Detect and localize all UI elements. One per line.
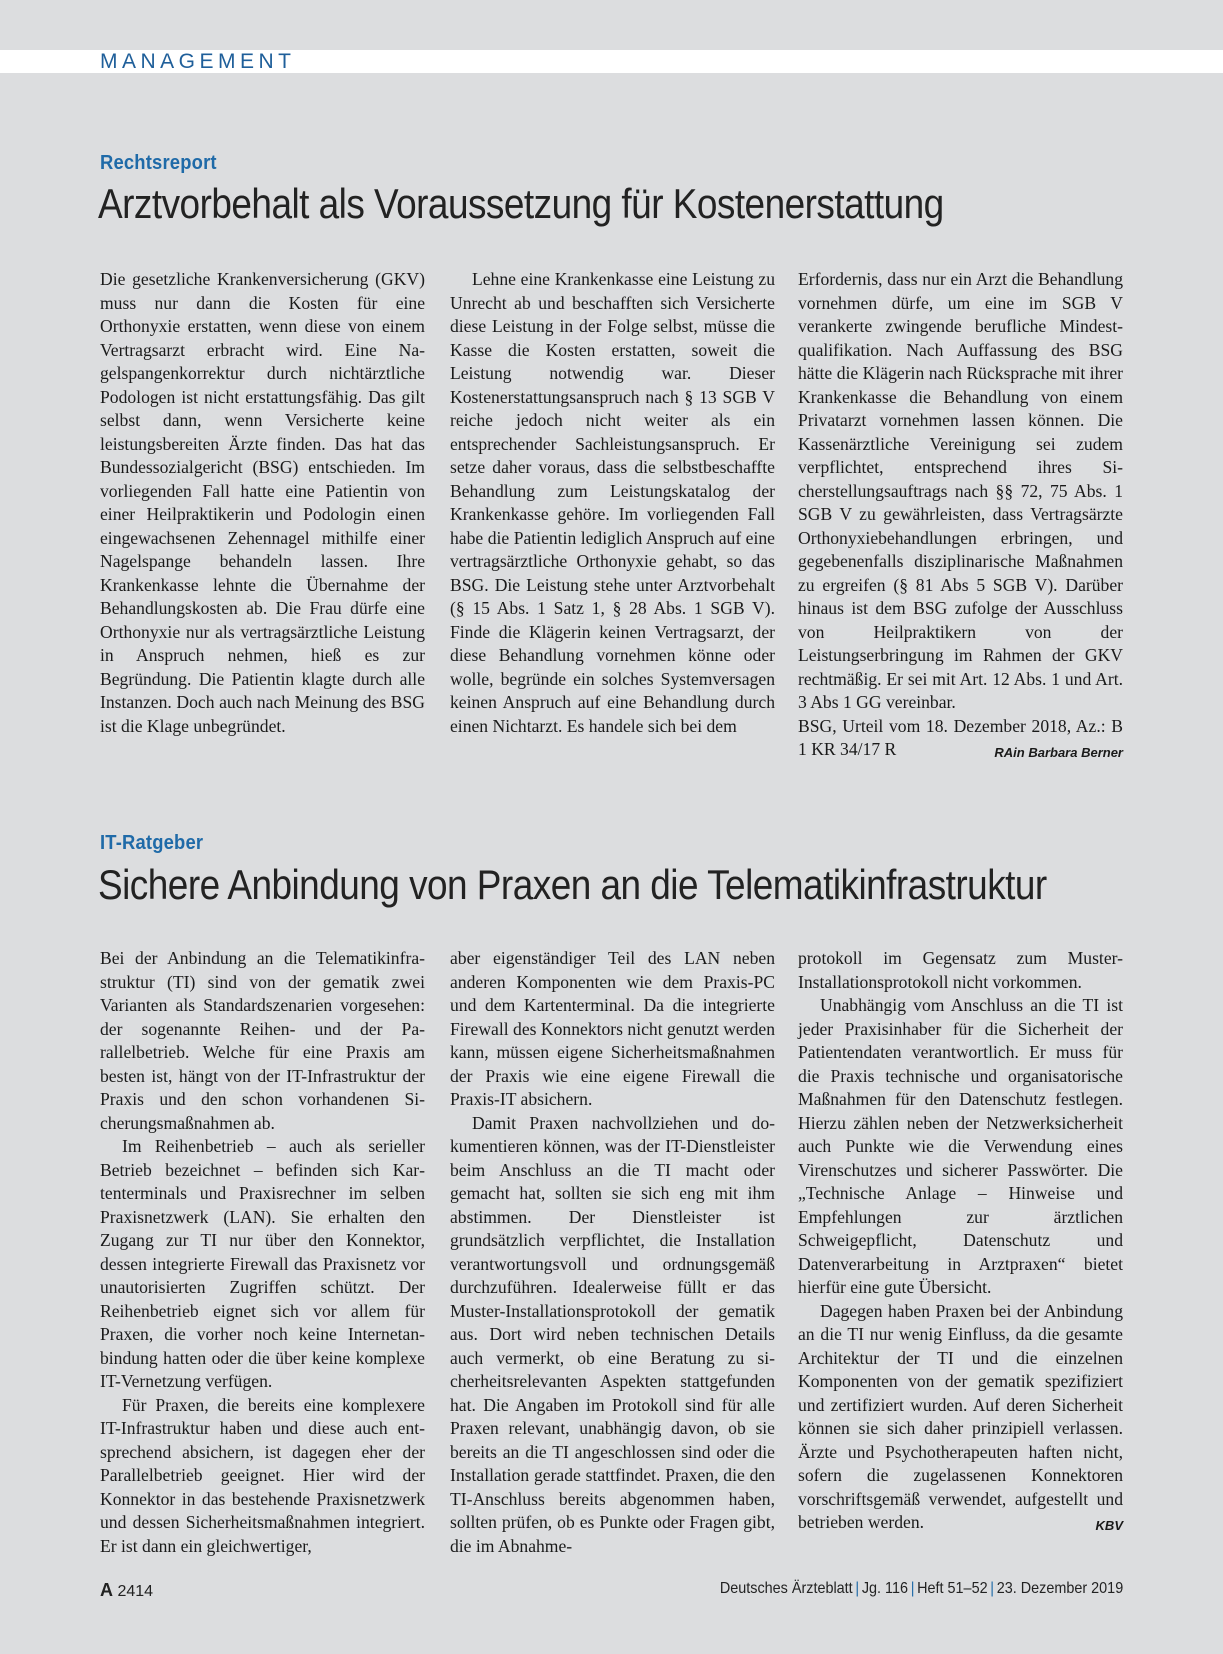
article1-author: RAin Barbara Berner — [994, 745, 1123, 760]
article2-paragraph: Im Reihenbetrieb – auch als serieller Betrieb bezeichnet – befinden sich Kartenterminals und Praxisrechner im selben Praxisnetzwerk (LAN). Sie erhalten den Zugang zur TI nur über den Konnektor, dessen integrierte Firewall das Praxisnetz vor unautorisierten Zugriffen schützt. Der Reihenbetrieb eignet sich vor allem für Praxen, die vorher noch keine Internetanbindung hatten oder die über keine komplexe IT-Vernetzung verfügen. — [100, 1136, 425, 1391]
article2-paragraph: Damit Praxen nachvollziehen und dokumentieren können, was der IT-Dienstleister beim Anschluss an die TI macht oder gemacht hat, sollten sie sich eng mit ihm abstimmen. Der Dienstleister ist grundsätzlich verpflichtet, die Installation verantwortungsvoll und ordnungsgemäß durchzuführen. Idealerweise füllt er das Muster-Installationsprotokoll der gematik aus. Dort wird neben technischen Details auch vermerkt, ob eine Beratung zu sicherheitsrelevanten Aspekten stattgefunden hat. Die Angaben im Protokoll sind für alle Praxen relevant, unabhängig davon, ob sie bereits an die TI angeschlossen sind oder die Installation gerade stattfindet. Praxen, die den TI-Anschluss bereits abgenommen haben, sollten prüfen, ob es Punkte oder Fragen gibt, die im Abnahme- — [450, 1112, 775, 1556]
article2-paragraph: Bei der Anbindung an die Telematikinfrastruktur (TI) sind von der gematik zwei Varianten als Standardszenarien vorgesehen: der sogenannte Reihen- und der Parallelbetrieb. Welche für eine Praxis am besten ist, hängt von der IT-Infrastruktur der Praxis und den schon vorhandenen Sicherungsmaßnahmen ab. — [100, 948, 425, 1133]
article1-column-3 — [798, 268, 1123, 765]
article1-title: Arztvorbehalt als Voraussetzung für Kostenerstattung — [98, 180, 944, 227]
top-band — [0, 0, 1223, 50]
journal-info — [720, 1580, 1123, 1598]
article2-author: KBV — [1095, 1518, 1123, 1533]
journal-volume: Jg. 116 — [861, 1580, 908, 1597]
separator: | — [910, 1580, 915, 1597]
article2-title: Sichere Anbindung von Praxen an die Telematikinfrastruktur — [98, 861, 1047, 908]
folio-letter: A — [100, 1580, 113, 1600]
article2-paragraph: protokoll im Gegensatz zum Muster-Installationsprotokoll nicht vorkommen. — [798, 948, 1123, 992]
article1-citation — [798, 715, 1123, 762]
article1-column-2 — [450, 268, 775, 738]
article2-column-1 — [100, 947, 425, 1558]
article2-paragraph-text: Dagegen haben Praxen bei der Anbindung an die TI nur wenig Einfluss, da die gesamte Architektur der TI und die einzelnen Komponenten von der gematik spezifiziert und zertifiziert wurden. Auf deren Sicherheit können sie sich daher prinzipiell verlassen. Ärzte und Psychotherapeuten haften nicht, sofern die zugelassenen Konnektoren vorschriftsgemäß verwendet, aufgestellt und betrieben werden. — [798, 1300, 1123, 1532]
folio-number: 2414 — [117, 1583, 154, 1600]
article1-paragraph: Erfordernis, dass nur ein Arzt die Behandlung vornehmen dürfe, um eine im SGB V verankerte zwingende berufliche Mindestqualifikation. Nach Auffassung des BSG hätte die Klägerin nach Rücksprache mit ihrer Krankenkasse die Behandlung von einem Privatarzt vornehmen lassen können. Die Kassenärztliche Vereinigung sei zudem verpflichtet, entsprechend ihres Sicherstellungsauftrags nach §§ 72, 75 Abs. 1 SGB V zu gewährleisten, dass Vertragsärzte Orthonyxiebehandlungen erbringen, und gegebenenfalls disziplinarische Maßnahmen zu ergreifen (§ 81 Abs 5 SGB V). Darüber hinaus ist dem BSG zufolge der Ausschluss von Heilpraktikern von der Leistungserbringung im Rahmen der GKV rechtmäßig. Er sei mit Art. 12 Abs. 1 und Art. 3 Abs 1 GG vereinbar. — [798, 269, 1123, 712]
article1-paragraph: Die gesetzliche Krankenversicherung (GKV) muss nur dann die Kosten für eine Orthonyxie erstatten, wenn diese von einem Vertragsarzt erbracht wird. Eine Nagelspangenkorrektur durch nichtärztliche Podologen ist nicht erstattungsfähig. Das gilt selbst dann, wenn Versicherte keine leistungsbereiten Ärzte finden. Das hat das Bundessozialgericht (BSG) entschieden. Im vorliegenden Fall hatte eine Patientin von einer Heilpraktikerin und Podologin einen eingewachsenen Zehennagel mithilfe einer Nagelspange behandeln lassen. Ihre Krankenkasse lehnte die Übernahme der Behandlungskosten ab. Die Frau dürfe eine Orthonyxie nur als vertragsärztliche Leistung in Anspruch nehmen, hieß es zur Begründung. Die Patientin klagte durch alle Instanzen. Doch auch nach Meinung des BSG ist die Klage unbegründet. — [100, 269, 425, 736]
article2-column-3 — [798, 947, 1123, 1538]
article2-kicker: IT-Ratgeber — [100, 832, 204, 854]
journal-date: 23. Dezember 2019 — [996, 1580, 1123, 1597]
journal-issue: Heft 51–52 — [916, 1580, 988, 1597]
article1-column-1 — [100, 268, 425, 738]
citation-text: BSG, Urteil vom 18. Dezember 2018, Az.: B 1 KR 34/17 R — [798, 715, 1123, 759]
journal-name: Deutsches Ärzteblatt — [719, 1580, 853, 1597]
article2-paragraph: Unabhängig vom Anschluss an die TI ist jeder Praxisinhaber für die Sicherheit der Patientendaten verantwortlich. Er muss für die Praxis technische und organisatorische Maßnahmen für den Datenschutz festlegen. Hierzu zählen neben der Netzwerksicherheit auch Punkte wie die Verwendung eines Virenschutzes und sicherer Passwörter. Die „Technische Anlage – Hinweise und Empfehlungen zur ärztlichen Schweigepflicht, Datenschutz und Datenverarbeitung in Arztpraxen“ bietet hierfür eine gute Übersicht. — [798, 995, 1123, 1297]
page-folio — [100, 1580, 153, 1601]
separator: | — [855, 1580, 859, 1597]
article1-kicker: Rechtsreport — [100, 152, 217, 174]
separator: | — [990, 1580, 994, 1597]
article2-paragraph: Für Praxen, die bereits eine komplexere IT-Infrastruktur haben und diese auch entsprechend absichern, ist dagegen eher der Parallelbetrieb geeignet. Hier wird der Konnektor in das bestehende Praxisnetzwerk und dessen Sicherheitsmaßnahmen integriert. Er ist dann ein gleichwertiger, — [100, 1394, 425, 1556]
article2-paragraph: aber eigenständiger Teil des LAN neben anderen Komponenten wie dem Praxis-PC und dem Kartenterminal. Da die integrierte Firewall des Konnektors nicht genutzt werden kann, müssen eigene Sicherheitsmaßnahmen der Praxis wie eine eigene Firewall die Praxis-IT absichern. — [450, 948, 775, 1109]
section-label: MANAGEMENT — [100, 50, 296, 73]
article1-paragraph: Lehne eine Krankenkasse eine Leistung zu Unrecht ab und beschafften sich Versicherte diese Leistung in der Folge selbst, müsse die Kasse die Kosten erstatten, soweit die Leistung notwendig war. Dieser Kostenerstattungsanspruch nach § 13 SGB V reiche jedoch nicht weiter als ein entsprechender Sachleistungsanspruch. Er setze daher voraus, dass die selbstbeschaffte Behandlung zum Leistungskatalog der Krankenkasse gehöre. Im vorliegenden Fall habe die Patientin lediglich Anspruch auf eine vertragsärztliche Orthonyxie gehabt, so das BSG. Die Leistung stehe unter Arztvorbehalt (§ 15 Abs. 1 Satz 1, § 28 Abs. 1 SGB V). Finde die Klägerin keinen Vertragsarzt, der diese Behandlung vornehmen könne oder wolle, begründe ein solches Systemversagen keinen Anspruch auf eine Behandlung durch einen Nichtarzt. Es handele sich bei dem — [450, 269, 775, 736]
article2-paragraph — [798, 1300, 1123, 1535]
article2-column-2 — [450, 947, 775, 1558]
